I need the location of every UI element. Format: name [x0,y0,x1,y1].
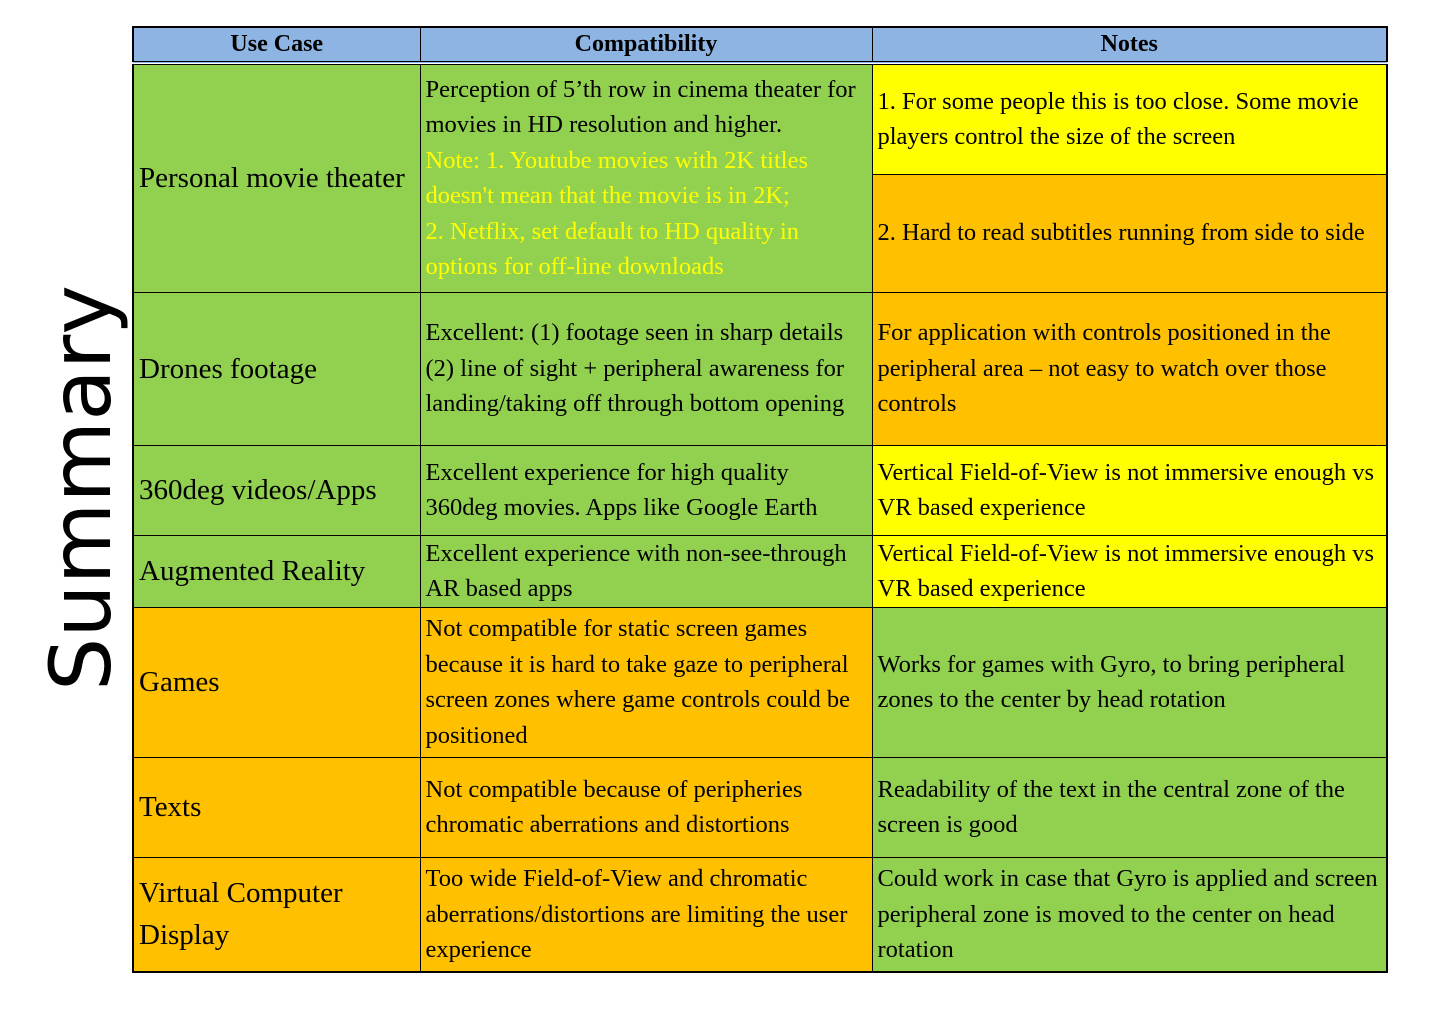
table-row [133,535,1387,607]
compatibility-cell: Not compatible for static screen games because it is hard to take gaze to peripheral screen zones where game controls could be positioned [420,607,872,757]
compatibility-note-2: 2. Netflix, set default to HD quality in options for off-line downloads [425,217,800,281]
header-notes: Notes [872,27,1387,63]
use-case-cell: 360deg videos/Apps [133,445,420,535]
use-case-cell: Virtual Computer Display [133,857,420,972]
table-row [133,757,1387,857]
use-case-cell: Drones footage [133,292,420,445]
side-title-text: Summary [32,284,130,691]
notes-cell: 1. For some people this is too close. Some movie players control the size of the screen [872,63,1387,174]
side-title [32,284,130,691]
table-row [133,607,1387,757]
header-compatibility: Compatibility [420,27,872,63]
use-case-cell: Texts [133,757,420,857]
summary-table [132,26,1388,973]
notes-cell: For application with controls positioned in the peripheral area – not easy to watch over those controls [872,292,1387,445]
compatibility-cell: Excellent experience for high quality 360deg movies. Apps like Google Earth [420,445,872,535]
notes-cell: Readability of the text in the central zone of the screen is good [872,757,1387,857]
compatibility-note-1: Note: 1. Youtube movies with 2K titles doesn't mean that the movie is in 2K; [425,146,808,210]
notes-cell: 2. Hard to read subtitles running from side to side [872,174,1387,292]
table-row [133,857,1387,972]
header-row [133,27,1387,63]
use-case-cell: Personal movie theater [133,63,420,292]
compatibility-cell: Not compatible because of peripheries chromatic aberrations and distortions [420,757,872,857]
compatibility-cell: Excellent: (1) footage seen in sharp details (2) line of sight + peripheral awareness for landing/taking off through bottom opening [420,292,872,445]
use-case-cell: Augmented Reality [133,535,420,607]
notes-cell: Could work in case that Gyro is applied and screen peripheral zone is moved to the center on head rotation [872,857,1387,972]
notes-cell: Vertical Field-of-View is not immersive enough vs VR based experience [872,445,1387,535]
notes-cell: Works for games with Gyro, to bring peripheral zones to the center by head rotation [872,607,1387,757]
compatibility-cell: Excellent experience with non-see-through AR based apps [420,535,872,607]
use-case-cell: Games [133,607,420,757]
notes-cell: Vertical Field-of-View is not immersive enough vs VR based experience [872,535,1387,607]
table-row [133,63,1387,174]
header-use-case: Use Case [133,27,420,63]
compatibility-cell [420,63,872,292]
table-row [133,445,1387,535]
compatibility-cell: Too wide Field-of-View and chromatic aberrations/distortions are limiting the user experience [420,857,872,972]
compatibility-main-text: Perception of 5’th row in cinema theater for movies in HD resolution and higher. [425,75,856,139]
table-row [133,292,1387,445]
